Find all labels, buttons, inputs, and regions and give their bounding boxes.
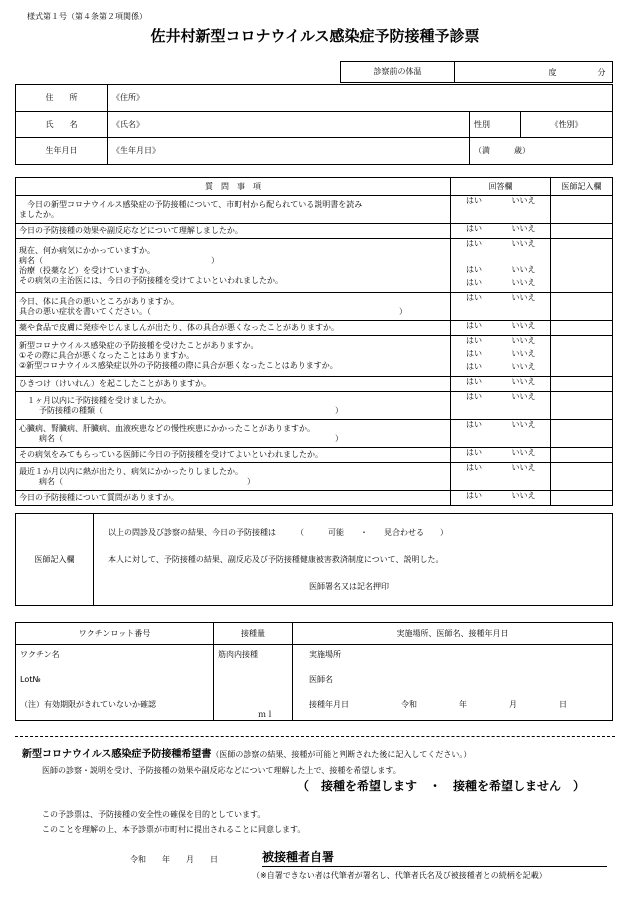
doctor-note-cell[interactable] (551, 491, 613, 506)
question-line: 今日の新型コロナウイルス感染症の予防接種について、市町村から配られている説明書を読み (27, 199, 363, 209)
date-label: 接種年月日 (309, 700, 349, 709)
question-text (16, 321, 451, 336)
date-row (309, 700, 608, 710)
answer-cell-no[interactable] (497, 377, 551, 392)
signature-note: （※自署できない者は代筆者が署名し、代筆者氏名及び被接種者との続柄を記載） (252, 871, 547, 880)
answer-yes[interactable]: はい (466, 377, 482, 386)
answer-no[interactable]: いいえ (511, 321, 536, 330)
question-text (16, 336, 451, 377)
doctor-section-body[interactable] (94, 514, 613, 606)
question-line: 今日の予防接種の効果や副反応などについて理解しましたか。 (19, 226, 243, 235)
answer-yes[interactable] (454, 252, 494, 265)
question-text (16, 448, 451, 463)
question-line: ①その際に具合が悪くなったことはありますか。 (19, 351, 195, 360)
day-label: 日 (559, 700, 567, 709)
answer-yes[interactable]: はい (466, 392, 482, 401)
question-line: １ヶ月以内に予防接種を受けましたか。 (27, 395, 171, 405)
answer-yes[interactable]: はい (466, 491, 482, 500)
question-line: ②新型コロナウイルス感染症以外の予防接種の際に具合が悪くなったことはありますか。 (19, 361, 338, 370)
consent-date: 令和 年 月 日 (130, 855, 218, 864)
question-row (16, 392, 613, 420)
vaccine-table (15, 622, 613, 721)
answer-yes[interactable]: はい (466, 349, 482, 358)
answer-yes[interactable]: はい (466, 196, 482, 205)
answer-cell-yes[interactable] (451, 239, 498, 293)
answer-no[interactable]: いいえ (511, 491, 536, 500)
answer-yes[interactable]: はい (466, 448, 482, 457)
question-text (16, 239, 451, 293)
answer-no[interactable]: いいえ (511, 448, 536, 457)
answer-cell-no[interactable] (497, 448, 551, 463)
doctor-column-header: 医師記入欄 (551, 178, 613, 196)
amount-field[interactable] (214, 645, 293, 721)
question-line: 新型コロナウイルス感染症の予防接種を受けたことがありますか。 (19, 341, 259, 350)
answer-cell-yes[interactable] (451, 420, 498, 448)
question-row (16, 420, 613, 448)
cut-line (15, 736, 615, 737)
degree-label: 度 (548, 67, 557, 77)
sex-field[interactable] (521, 112, 613, 138)
question-line: その病気の主治医には、今日の予防接種を受けてよいといわれましたか。 (19, 275, 283, 285)
answer-no[interactable]: いいえ (511, 336, 536, 345)
doctor-signature-label: 医師署名又は記名押印 (309, 581, 389, 591)
answer-cell-no[interactable] (497, 239, 551, 293)
unit-label: ｍｌ (258, 710, 274, 719)
name-field[interactable] (108, 112, 470, 138)
place-field[interactable] (293, 645, 613, 721)
doctor-note-cell[interactable] (551, 293, 613, 321)
doctor-note-cell[interactable] (551, 377, 613, 392)
doctor-note-cell[interactable] (551, 239, 613, 293)
answer-cell-yes[interactable] (451, 392, 498, 420)
age-field[interactable] (470, 138, 613, 165)
question-line: 病名（ ） (39, 433, 343, 443)
answer-cell-yes[interactable] (451, 448, 498, 463)
consent-line-1: 医師の診察・説明を受け、予防接種の効果や副反応などについて理解した上で、接種を希望します。 (42, 766, 401, 775)
doctor-section-label: 医師記入欄 (16, 514, 94, 606)
consent-title-note: （医師の診察の結果、接種が可能と判断された後に記入してください。） (211, 750, 472, 759)
answer-no[interactable]: いいえ (511, 362, 536, 371)
name-label: 氏 名 (16, 112, 108, 138)
question-row (16, 224, 613, 239)
doctor-note-cell[interactable] (551, 224, 613, 239)
question-row (16, 293, 613, 321)
vaccine-name-label: ワクチン名 (20, 650, 60, 659)
answer-no[interactable]: いいえ (511, 239, 536, 248)
question-text (16, 224, 451, 239)
doctor-note-cell[interactable] (551, 196, 613, 224)
consent-title: 新型コロナウイルス感染症予防接種希望書 (22, 749, 212, 760)
doctor-name-label: 医師名 (309, 675, 333, 684)
question-row (16, 491, 613, 506)
answer-cell-yes[interactable] (451, 293, 498, 321)
lot-header: ワクチンロット番号 (16, 623, 214, 645)
doctor-section (15, 513, 613, 606)
doctor-note-cell[interactable] (551, 321, 613, 336)
answer-yes[interactable]: はい (466, 278, 482, 287)
question-text (16, 392, 451, 420)
expiry-note: （注）有効期限がきれていないか確認 (20, 700, 156, 709)
answer-cell-no[interactable] (497, 224, 551, 239)
answer-yes[interactable]: はい (466, 265, 482, 274)
answer-yes[interactable]: はい (466, 224, 482, 233)
sex-value: 《性別》 (550, 119, 583, 129)
answer-cell-no[interactable] (497, 463, 551, 491)
signature-field[interactable] (262, 850, 607, 867)
question-line: 今日の予防接種について質問がありますか。 (19, 493, 179, 502)
amount-header: 接種量 (214, 623, 293, 645)
answer-no[interactable]: いいえ (511, 196, 536, 205)
lot-field[interactable] (16, 645, 214, 721)
consent-line-3: このことを理解の上、本予診票が市町村に提出されることに同意します。 (42, 825, 306, 834)
question-line: 現在、何か病気にかかっていますか。 (19, 245, 155, 255)
answer-cell-no[interactable] (497, 293, 551, 321)
answer-cell-yes[interactable] (451, 321, 498, 336)
question-row (16, 463, 613, 491)
answer-yes[interactable]: はい (466, 463, 482, 472)
doctor-explanation-line: 本人に対して、予防接種の結果、副反応及び予防接種健康被害救済制度について、説明した。 (108, 554, 444, 564)
doctor-judgment-line: 以上の問診及び診察の結果、今日の予防接種は （ 可能 ・ 見合わせる ） (108, 527, 448, 537)
question-line: ひきつけ（けいれん）を起こしたことがありますか。 (19, 379, 211, 388)
place-label: 実施場所 (309, 650, 341, 659)
answer-no[interactable]: いいえ (511, 224, 536, 233)
answer-cell-no[interactable] (497, 420, 551, 448)
answer-cell-no[interactable] (497, 491, 551, 506)
question-line: 病名（ ） (39, 476, 255, 486)
question-row (16, 448, 613, 463)
answer-yes[interactable]: はい (466, 420, 482, 429)
answer-no[interactable]: いいえ (511, 392, 536, 401)
answer-cell-no[interactable] (497, 321, 551, 336)
personal-info-table (15, 84, 613, 165)
birth-value: 《生年月日》 (112, 146, 160, 155)
question-row (16, 377, 613, 392)
answer-no[interactable]: いいえ (511, 293, 536, 302)
doctor-note-cell[interactable] (551, 448, 613, 463)
answer-yes[interactable]: はい (466, 293, 482, 302)
answer-no[interactable] (500, 252, 547, 265)
age-value: （満 歳） (474, 146, 530, 155)
birth-field[interactable] (108, 138, 470, 165)
answer-cell-yes[interactable] (451, 336, 498, 377)
answer-yes[interactable]: はい (466, 321, 482, 330)
consent-choice[interactable]: （ 接種を希望します ・ 接種を希望しません ） (297, 779, 586, 793)
question-row (16, 196, 613, 224)
temperature-label: 診察前の体温 (341, 62, 455, 83)
question-text (16, 463, 451, 491)
answer-header: 回答欄 (451, 178, 551, 196)
route-label: 筋肉内接種 (218, 650, 258, 659)
temperature-field[interactable] (455, 62, 613, 83)
question-row (16, 321, 613, 336)
question-text (16, 491, 451, 506)
question-line: 心臓病、腎臓病、肝臓病、血液疾患などの慢性疾患にかかったことがありますか。 (19, 423, 315, 433)
answer-cell-yes[interactable] (451, 377, 498, 392)
doctor-note-cell[interactable] (551, 420, 613, 448)
question-text (16, 377, 451, 392)
question-text (16, 420, 451, 448)
temperature-table (340, 61, 613, 83)
question-line: 具合の悪い症状を書いてください。（ ） (19, 306, 407, 316)
lot-number-label: Lot№ (20, 675, 41, 684)
answer-no[interactable]: いいえ (511, 349, 536, 358)
answer-cell-yes[interactable] (451, 224, 498, 239)
answer-cell-no[interactable] (497, 392, 551, 420)
answer-no[interactable]: いいえ (511, 420, 536, 429)
minute-label: 分 (597, 67, 606, 77)
consent-line-2: この予診票は、予防接種の安全性の確保を目的としています。 (42, 810, 266, 819)
address-field[interactable] (108, 85, 613, 112)
question-row (16, 336, 613, 377)
question-text (16, 196, 451, 224)
question-text (16, 293, 451, 321)
doctor-note-cell[interactable] (551, 463, 613, 491)
question-line: 今日、体に具合の悪いところがありますか。 (19, 296, 179, 306)
address-label: 住 所 (16, 85, 108, 112)
answer-yes[interactable]: はい (466, 362, 482, 371)
answer-yes[interactable]: はい (466, 239, 482, 248)
question-line: 治療（投薬など）を受けていますか。 (19, 265, 155, 275)
question-line: 最近１か月以内に熱が出たり、病気にかかったりしましたか。 (19, 466, 243, 476)
answer-no[interactable]: いいえ (511, 278, 536, 287)
question-line: その病気をみてもらっている医師に今日の予防接種を受けてよいといわれましたか。 (19, 450, 323, 459)
answer-cell-no[interactable] (497, 336, 551, 377)
era-label: 令和 (401, 700, 417, 709)
form-number: 様式第１号（第４条第２項関係） (27, 12, 147, 21)
doctor-note-cell[interactable] (551, 336, 613, 377)
sex-label: 性別 (470, 112, 521, 138)
year-label: 年 (459, 700, 467, 709)
question-line: 薬や食品で皮膚に発疹やじんましんが出たり、体の具合が悪くなったことがありますか。 (19, 323, 339, 332)
question-row (16, 239, 613, 293)
question-line: 病名（ ） (19, 255, 219, 265)
signature-label: 被接種者自署 (262, 850, 335, 864)
doctor-note-cell[interactable] (551, 392, 613, 420)
answer-yes[interactable]: はい (466, 336, 482, 345)
month-label: 月 (509, 700, 517, 709)
answer-cell-no[interactable] (497, 196, 551, 224)
questionnaire-table (15, 177, 613, 506)
answer-cell-yes[interactable] (451, 196, 498, 224)
address-value: 《住所》 (112, 93, 144, 102)
answer-no[interactable]: いいえ (511, 463, 536, 472)
items-header: 質 問 事 項 (16, 178, 451, 196)
birth-label: 生年月日 (16, 138, 108, 165)
answer-no[interactable]: いいえ (511, 265, 536, 274)
question-line: ましたか。 (19, 209, 59, 219)
page-title: 佐井村新型コロナウイルス感染症予防接種予診票 (150, 27, 480, 45)
answer-cell-yes[interactable] (451, 491, 498, 506)
question-line: 予防接種の種類（ ） (39, 405, 343, 415)
answer-cell-yes[interactable] (451, 463, 498, 491)
consent-title-row (22, 749, 471, 762)
name-value: 《氏名》 (112, 119, 144, 129)
answer-no[interactable]: いいえ (511, 377, 536, 386)
place-header: 実施場所、医師名、接種年月日 (293, 623, 613, 645)
